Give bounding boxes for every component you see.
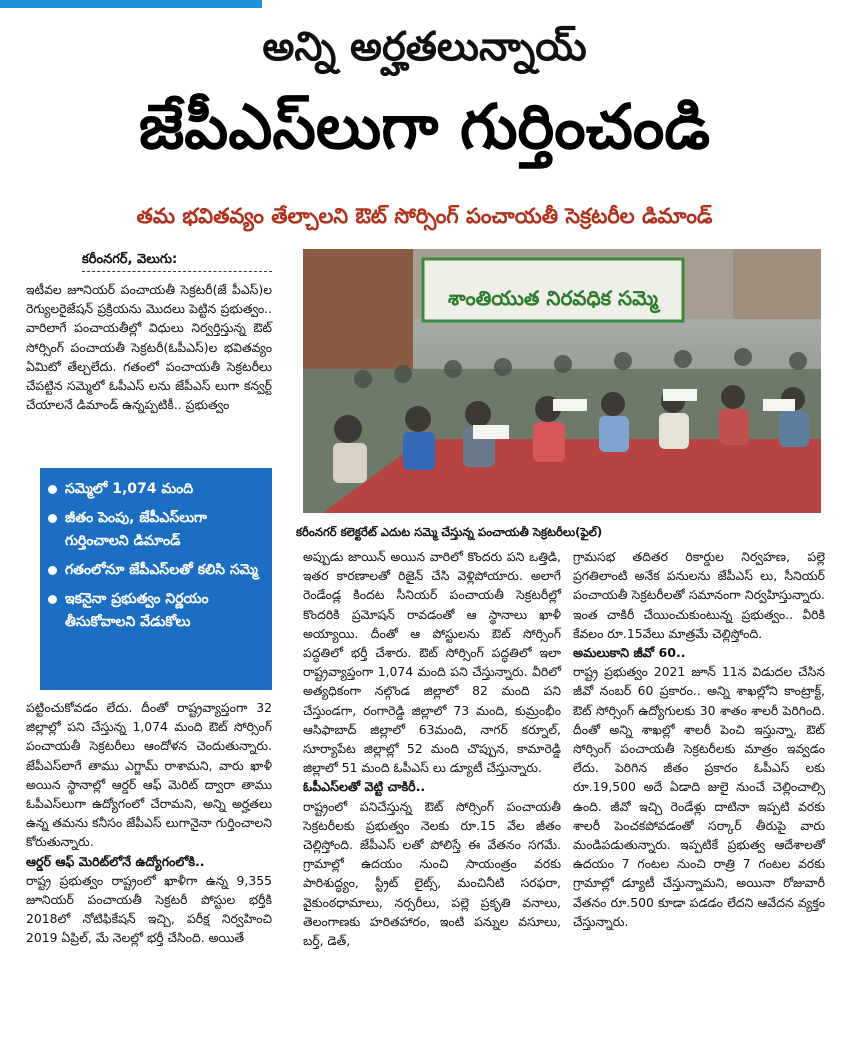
subtitle-order-of-merit: ఆర్డర్ ఆఫ్ మెరిట్‌లోనే ఉద్యోగంలోకి.. bbox=[26, 853, 205, 869]
bullet-icon bbox=[48, 595, 57, 604]
column3-top-text: గ్రామసభ తదితర రికార్డుల నిర్వహణ, పల్లె ప్రగతిలాంటి అనేక పనులను జేపీఎస్ లు, సీనియర్ పంచాయతీ సెక్రటరీలతో సమానంగా నిర్వహిస్తున్నారు. ఇంత చాకిరీ చేయించుకుంటున్న ప్రభుత్వం.. వీరికి కేవలం రూ.15వేలు మాత్రమే చెల్లిస్తోంది. bbox=[573, 549, 825, 641]
column2-top-text: అప్పుడు జాయిన్ అయిన వారిలో కొందరు పని ఒత్తిడి, ఇతర కారణాలతో రిజైన్ చేసి వెళ్లిపోయారు. అలాగే రెండేండ్ల కిందట సీనియర్ పంచాయతీ సెక్రటరీల్లో కొందరికి ప్రమోషన్ రావడంతో ఆ స్థానాలు ఖాళీ అయ్యాయి. దీంతో ఆ పోస్టులను ఔట్ సోర్సింగ్ పద్ధతిలో భర్తీ చేశారు. ఔట్ సోర్సింగ్ పద్ధతిలో ఇలా రాష్ట్రవ్యాప్తంగా 1,074 మంది పని చేస్తున్నారు. వీరిలో అత్యధికంగా నల్గొండ జిల్లాలో 82 మంది పని చేస్తుండగా, రంగారెడ్డి జిల్లాలో 73 మంది, కుమ్రంభీం ఆసిఫాబాద్ జిల్లాలో 63మంది, నాగర్ కర్నూల్, సూర్యాపేట జిల్లాల్లో 52 మంది చొప్పున, కామారెడ్డి జిల్లాలో 51 మంది ఓపీఎస్ లు డ్యూటీ చేస్తున్నారు. bbox=[303, 549, 561, 776]
bullet-icon bbox=[48, 566, 57, 575]
column2-bottom-text: రాష్ట్రంలో పనిచేస్తున్న ఔట్ సోర్సింగ్ పంచాయతీ సెక్రటరీలకు ప్రభుత్వం నెలకు రూ.15 వేల జీతం చెల్లిస్తోంది. జేపీఎస్ లతో పోలిస్తే ఈ వేతనం సగమే. గ్రామాల్లో ఉదయం నుంచి సాయంత్రం వరకు పారిశుద్ధ్యం, స్ట్రీట్ లైట్స్, మంచినీటి సరఫరా, వైకుంఠధామాలు, నర్సరీలు, పల్లె ప్రకృతి వనాలు, తెలంగాణకు హరితహారం, ఇంటి పన్నుల వసూలు, బర్త్, డెత్, bbox=[303, 798, 561, 949]
highlight-text: జీతం పెంపు, జేపీఎస్‌లుగా గుర్తించాలని డిమాండ్ bbox=[65, 510, 207, 549]
headline: జేపీఎస్‌లుగా గుర్తించండి bbox=[138, 90, 711, 163]
photo-caption: కరీంనగర్ కలెక్టరేట్ ఎదుట సమ్మె చేస్తున్న పంచాయతీ సెక్రటరీలు(ఫైల్) bbox=[296, 525, 603, 539]
subtitle-forced-labour: ఓపీఎస్‌లతో వెట్టి చాకిరీ.. bbox=[303, 779, 426, 795]
protest-banner-text: శాంతియుత నిరవధిక సమ్మె bbox=[448, 286, 658, 310]
dateline: కరీంనగర్, వెలుగు: bbox=[82, 249, 272, 272]
column3-bottom-text: రాష్ట్ర ప్రభుత్వం 2021 జూన్ 11న విడుదల చేసిన జీవో నంబర్ 60 ప్రకారం.. అన్ని శాఖల్లోని కాంట్రాక్ట్, ఔట్ సోర్సింగ్ ఉద్యోగులకు 30 శాతం శాలరీ పెరిగింది. దీంతో అన్ని శాఖల్లో శాలరీ పెంచి ఇస్తున్నా, ఔట్ సోర్సింగ్ పంచాయతీ సెక్రటరీలకు మాత్రం ఇవ్వడం లేదు. పెరిగిన జీతం ప్రకారం ఓపీఎస్ లకు రూ.19,500 అదే ఏడాది జులై నుంచే చెల్లించాల్సి ఉంది. జీవో ఇచ్చి రెండేళ్లు దాటినా ఇప్పటి వరకు శాలరీ పెంచకపోవడంతో సర్కార్ తీరుపై వారు మండిపడుతున్నారు. ఇప్పటికే ప్రభుత్వ ఆదేశాలతో ఉదయం 7 గంటల నుంచి రాత్రి 7 గంటల వరకు గ్రామాల్లో డ్యూటీ చేస్తున్నామని, అయినా రోజువారీ వేతనం రూ.500 కూడా పడడం లేదని ఆవేదన వ్యక్తం చేస్తున్నారు. bbox=[573, 664, 825, 929]
building-right bbox=[733, 249, 821, 319]
column3 bbox=[573, 547, 825, 931]
highlight-item bbox=[48, 478, 264, 501]
brick-wall bbox=[303, 249, 413, 369]
highlight-text: గతంలోనూ జేపీఎస్‌లతో కలిసి సమ్మె bbox=[65, 562, 258, 578]
highlight-item bbox=[48, 559, 264, 582]
highlight-item bbox=[48, 507, 264, 553]
column1-top bbox=[26, 280, 272, 414]
subtitle-go-60: అమలుకాని జీవో 60.. bbox=[573, 645, 686, 661]
highlight-text: ఇకనైనా ప్రభుత్వం నిర్ణయం తీసుకోవాలని వేడుకోలు bbox=[65, 591, 209, 630]
column1-bottom bbox=[26, 698, 272, 948]
highlight-item bbox=[48, 588, 264, 634]
column1-bottom-text: పట్టించుకోవడం లేదు. దీంతో రాష్ట్రవ్యాప్తంగా 32 జిల్లాల్లో పని చేస్తున్న 1,074 మంది ఔట్ సోర్సింగ్ పంచాయతీ సెక్రటరీలు ఆందోళన చెందుతున్నారు. జేపీఎస్‌లాగే తాము ఎగ్జామ్ రాశామని, వారు ఖాళీ అయిన స్థానాల్లో ఆర్డర్ ఆఫ్ మెరిట్ ద్వారా తాము ఓపీఎస్‌లుగా ఉద్యోగంలో చేరామని, అన్ని అర్హతలు ఉన్న తమను కనీసం జేపీఎస్ లుగానైనా గుర్తించాలని కోరుతున్నారు. bbox=[26, 700, 272, 850]
bullet-icon bbox=[48, 485, 57, 494]
protest-photo bbox=[303, 249, 821, 513]
subheadline: తమ భవితవ్యం తేల్చాలని ఔట్ సోర్సింగ్ పంచాయతీ సెక్రటరీల డిమాండ్ bbox=[136, 204, 713, 228]
highlight-text: సమ్మెలో 1,074 మంది bbox=[65, 481, 194, 497]
column1-top-text: ఇటీవల జూనియర్ పంచాయతీ సెక్రటరీ(జే పీఎస్)ల రెగ్యులరైజేషన్ ప్రక్రియను మొదలు పెట్టిన ప్రభుత్వం.. వారిలాగే పంచాయతీల్లో విధులు నిర్వర్తిస్తున్న ఔట్ సోర్సింగ్ పంచాయతీ సెక్రటరీ(ఓపీఎస్)ల భవితవ్యం ఏమిటో తేల్చలేదు. గతంలో పంచాయతీ సెక్రటరీలు చేపట్టిన సమ్మెలో ఓపీఎస్ లను జేపీఎస్ లుగా కన్వర్ట్ చేయాలనే డిమాండ్ ఉన్నప్పటికీ.. ప్రభుత్వం bbox=[26, 282, 272, 413]
top-accent-bar bbox=[0, 0, 262, 8]
column1-end-text: రాష్ట్ర ప్రభుత్వం రాష్ట్రంలో ఖాళీగా ఉన్న 9,355 జూనియర్ పంచాయతీ సెక్రటరీ పోస్టుల భర్తీకి 2018లో నోటిఫికేషన్ ఇచ్చి, పరీక్ష నిర్వహించి 2019 ఏప్రిల్, మే నెలల్లో భర్తీ చేసింది. అయితే bbox=[26, 872, 272, 946]
protest-photo-illustration bbox=[303, 249, 821, 513]
bullet-icon bbox=[48, 514, 57, 523]
highlights-box bbox=[40, 468, 272, 690]
column2 bbox=[303, 547, 561, 950]
kicker: అన్ని అర్హతలున్నాయ్ bbox=[262, 24, 587, 70]
